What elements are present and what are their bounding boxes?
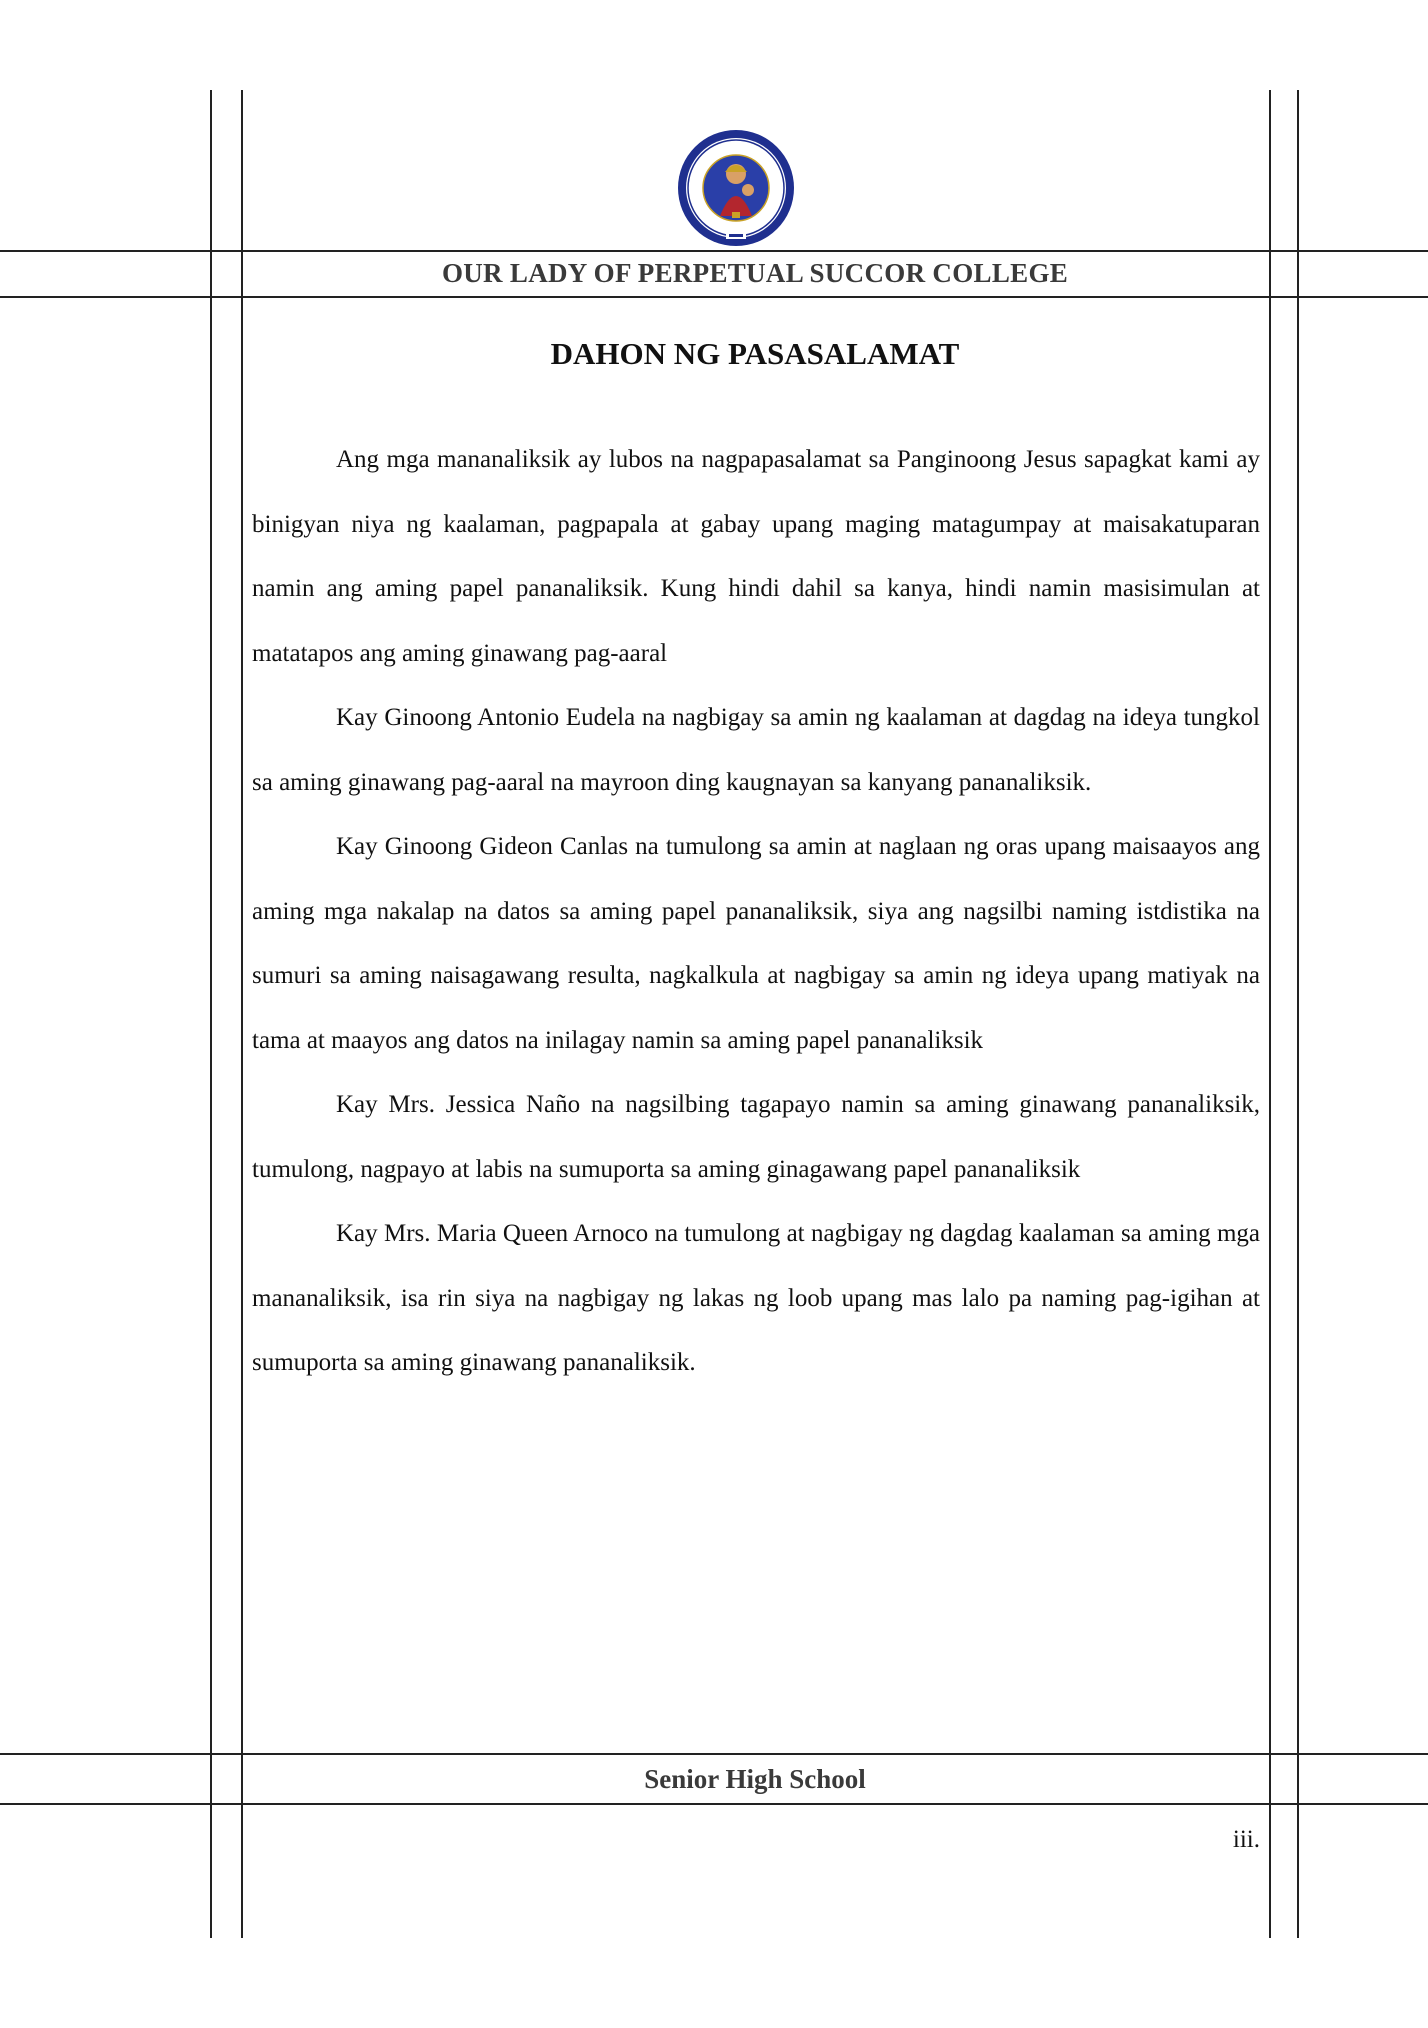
- paragraph-2: Kay Ginoong Antonio Eudela na nagbigay sa amin ng kaalaman at dagdag na ideya tungkol sa aming ginawang pag-aaral na mayroon ding kaugnayan sa kanyang pananaliksik.: [252, 704, 1260, 796]
- paragraph-5: Kay Mrs. Maria Queen Arnoco na tumulong at nagbigay ng dagdag kaalaman sa aming mga mananaliksik, isa rin siya na nagbigay ng lakas ng loob upang mas lalo pa naming pag-igihan at sumuporta sa aming ginawang pananaliksik.: [252, 1220, 1260, 1376]
- paragraph-1: Ang mga mananaliksik ay lubos na nagpapasalamat sa Panginoong Jesus sapagkat kami ay binigyan niya ng kaalaman, pagpapala at gabay upang maging matagumpay at maisakatuparan namin ang aming papel pananaliksik. Kung hindi dahil sa kanya, hindi namin masisimulan at matatapos ang aming ginawang pag-aaral: [252, 446, 1260, 667]
- footer-bottom-rule: [0, 1803, 1428, 1805]
- right-outer-rule: [1297, 90, 1299, 1938]
- right-inner-rule: [1269, 90, 1271, 1938]
- left-outer-rule: [210, 90, 212, 1938]
- college-seal-icon: [676, 128, 796, 248]
- header-bottom-rule: [0, 296, 1428, 298]
- acknowledgement-body: [252, 428, 1260, 1396]
- header-top-rule: [0, 250, 1428, 252]
- institution-name: OUR LADY OF PERPETUAL SUCCOR COLLEGE: [441, 258, 1069, 288]
- footer-department: Senior High School: [644, 1764, 866, 1794]
- paragraph-4: Kay Mrs. Jessica Naño na nagsilbing tagapayo namin sa aming ginawang pananaliksik, tumulong, nagpayo at labis na sumuporta sa aming ginagawang papel pananaliksik: [252, 1091, 1260, 1183]
- footer-top-rule: [0, 1753, 1428, 1755]
- paragraph-3: Kay Ginoong Gideon Canlas na tumulong sa amin at naglaan ng oras upang maisaayos ang aming mga nakalap na datos sa aming papel pananaliksik, siya ang nagsilbi naming istdistika na sumuri sa aming naisagawang resulta, nagkalkula at nagbigay sa amin ng ideya upang matiyak na tama at maayos ang datos na inilagay namin sa aming papel pananaliksik: [252, 833, 1260, 1054]
- page-title: DAHON NG PASASALAMAT: [550, 336, 960, 371]
- page-number: iii.: [1232, 1826, 1260, 1853]
